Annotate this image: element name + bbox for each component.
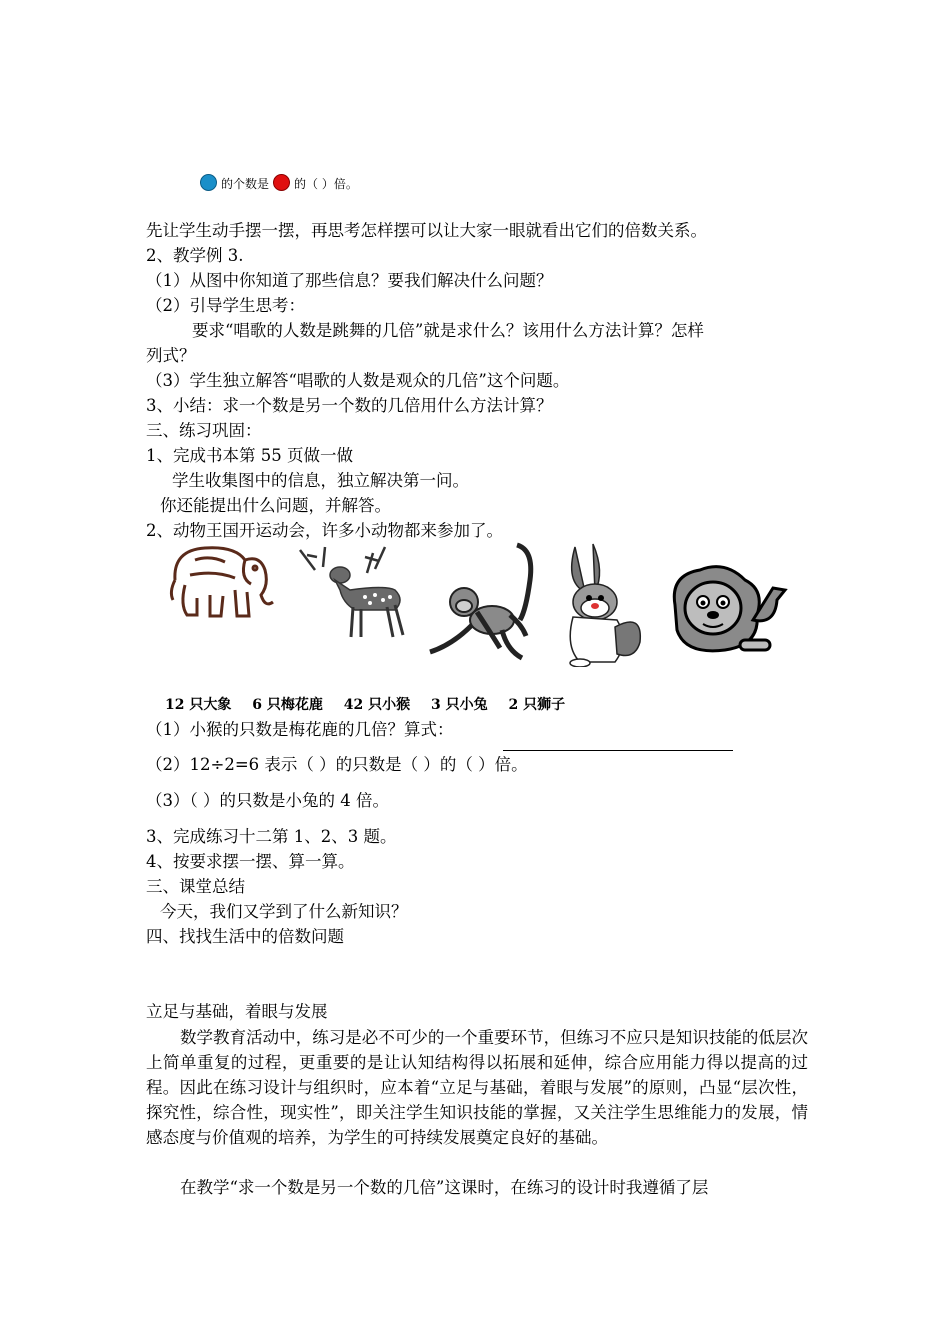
text-line: 2、教学例 3. (146, 246, 244, 265)
lion-icon (665, 560, 790, 660)
essay-title: 立足与基础，着眼与发展 (146, 1002, 328, 1021)
question-line: （1）小猴的只数是梅花鹿的几倍？算式： (146, 720, 454, 739)
monkey-icon (422, 540, 537, 670)
text-line: 3、小结：求一个数是另一个数的几倍用什么方法计算？ (146, 396, 553, 415)
question-line: （2）12÷2=6 表示（ ）的只数是（ ）的（ ）倍。 (146, 755, 528, 774)
animal-label: 3 只小兔 (430, 697, 488, 713)
text-line: 2、动物王国开运动会，许多小动物都来参加了。 (146, 521, 503, 540)
text-line: （2）引导学生思考： (146, 296, 305, 315)
question-line: （3）（ ）的只数是小兔的 4 倍。 (146, 791, 389, 810)
deer-icon (295, 545, 415, 640)
animal-pictures (160, 540, 800, 670)
text-line: 1、完成书本第 55 页做一做 (146, 446, 353, 465)
essay-paragraph: 在教学“求一个数是另一个数的几倍”这课时，在练习的设计时我遵循了层 (180, 1178, 709, 1197)
text-line: 4、按要求摆一摆、算一算。 (146, 852, 355, 871)
text-line: （3）学生独立解答“唱歌的人数是观众的几倍”这个问题。 (146, 371, 570, 390)
animal-label: 12 只大象 (165, 697, 232, 713)
section-heading: 三、练习巩固： (146, 421, 262, 440)
animal-labels (165, 694, 581, 714)
text-line: 要求“唱歌的人数是跳舞的几倍”就是求什么？该用什么方法计算？怎样 (192, 321, 704, 340)
answer-blank (503, 750, 733, 751)
text-line: 学生收集图中的信息，独立解决第一问。 (172, 471, 469, 490)
section-heading: 三、课堂总结 (146, 877, 245, 896)
blue-circle-icon (200, 174, 217, 191)
section-heading: 四、找找生活中的倍数问题 (146, 927, 344, 946)
essay-paragraph: 数学教育活动中，练习是必不可少的一个重要环节，但练习不应只是知识技能的低层次上简单重复的过程，更重要的是让认知结构得以拓展和延伸，综合应用能力得以提高的过程。因此在练习设计与组织时，应本着“立足与基础，着眼与发展”的原则，凸显“层次性，探究性，综合性，现实性”，即关注学生知识技能的掌握，又关注学生思维能力的发展，情感态度与价值观的培养，为学生的可持续发展奠定良好的基础。 (146, 1028, 808, 1147)
elephant-icon (165, 540, 280, 620)
animal-label: 2 只狮子 (508, 697, 566, 713)
text-line: 今天，我们又学到了什么新知识？ (160, 902, 408, 921)
text-line: 你还能提出什么问题，并解答。 (160, 496, 391, 515)
text-line: （1）从图中你知道了那些信息？要我们解决什么问题？ (146, 271, 553, 290)
dot-hint: 的个数是 的（ ）倍。 (200, 172, 358, 196)
text-line: 列式？ (146, 346, 196, 365)
red-circle-icon (273, 174, 290, 191)
animal-label: 6 只梅花鹿 (252, 697, 323, 713)
text-line: 先让学生动手摆一摆，再思考怎样摆可以让大家一眼就看出它们的倍数关系。 (146, 221, 707, 240)
animal-label: 42 只小猴 (343, 697, 411, 713)
text-line: 3、完成练习十二第 1、2、3 题。 (146, 827, 397, 846)
rabbit-icon (555, 542, 650, 667)
